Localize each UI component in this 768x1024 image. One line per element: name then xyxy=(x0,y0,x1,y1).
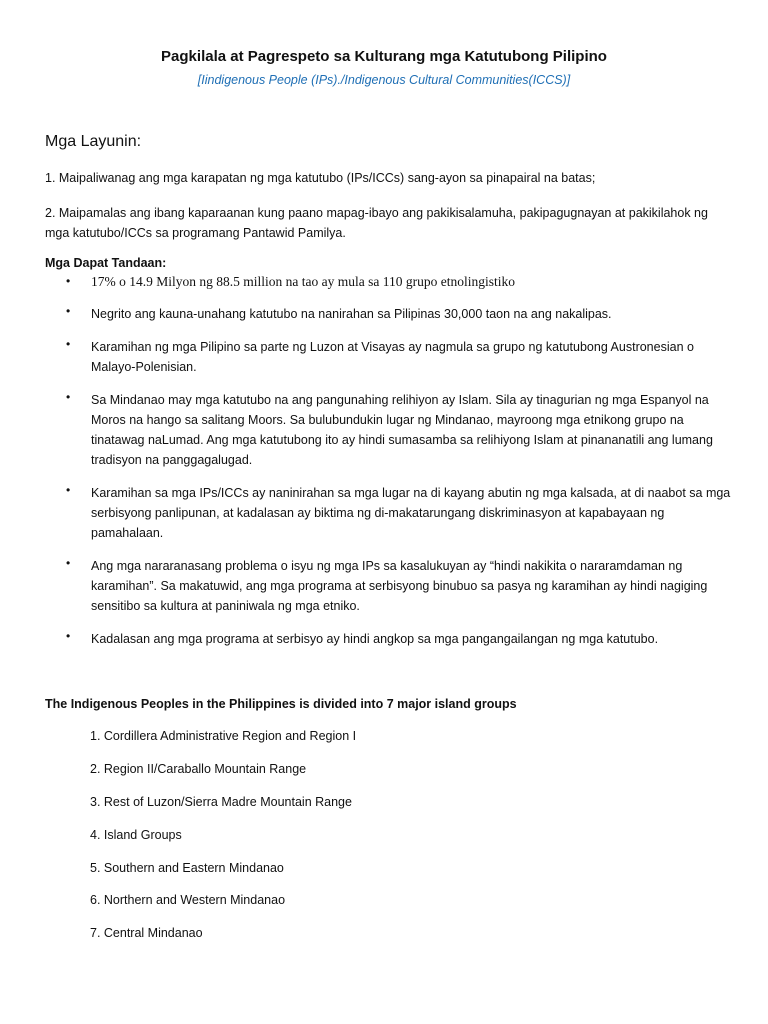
bullet-icon: • xyxy=(66,556,71,570)
bullet-icon: • xyxy=(66,337,71,351)
layunin-item-2: 2. Maipamalas ang ibang kaparaanan kung paano mapag-ibayo ang pakikisalamuha, pakipagugnayan at pakikilahok ng mga katutubo/ICCs sa programang Pantawid Pamilya. xyxy=(45,206,708,240)
island-group-item: 3. Rest of Luzon/Sierra Madre Mountain Range xyxy=(90,795,352,809)
document-title: Pagkilala at Pagrespeto sa Kulturang mga Katutubong Pilipino xyxy=(161,48,607,65)
bullet-icon: • xyxy=(66,274,71,288)
layunin-heading: Mga Layunin: xyxy=(45,133,142,150)
bullet-text: Ang mga nararanasang problema o isyu ng mga IPs sa kasalukuyan ay “hindi nakikita o nararamdaman ng karamihan”. Sa makatuwid, ang mga programa at serbisyong binubuo sa pasya ng karamihan ay hindi nagiging sensitibo sa kultura at paniniwala ng mga etniko. xyxy=(91,559,708,613)
dapat-tandaan-heading: Mga Dapat Tandaan: xyxy=(45,256,167,270)
island-group-item: 7. Central Mindanao xyxy=(90,926,203,940)
island-group-item: 2. Region II/Caraballo Mountain Range xyxy=(90,762,307,776)
island-group-item: 4. Island Groups xyxy=(90,828,182,842)
bullet-text: 17% o 14.9 Milyon ng 88.5 million na tao ay mula sa 110 grupo etnolingistiko xyxy=(91,274,515,289)
island-groups-heading: The Indigenous Peoples in the Philippines is divided into 7 major island groups xyxy=(45,697,517,711)
bullet-icon: • xyxy=(66,304,71,318)
document-subtitle: [Iindigenous People (IPs)./Indigenous Cultural Communities(ICCS)] xyxy=(197,73,571,87)
island-group-item: 1. Cordillera Administrative Region and Region I xyxy=(90,729,357,743)
bullet-icon: • xyxy=(66,483,71,497)
bullet-icon: • xyxy=(66,629,71,643)
bullet-text: Karamihan ng mga Pilipino sa parte ng Luzon at Visayas ay nagmula sa grupo ng katutubong Austronesian o Malayo-Polenisian. xyxy=(91,340,694,374)
bullet-text: Kadalasan ang mga programa at serbisyo ay hindi angkop sa mga pangangailangan ng mga katutubo. xyxy=(91,632,659,646)
island-group-item: 6. Northern and Western Mindanao xyxy=(90,893,286,907)
island-group-item: 5. Southern and Eastern Mindanao xyxy=(90,861,284,875)
bullet-text: Sa Mindanao may mga katutubo na ang pangunahing relihiyon ay Islam. Sila ay tinagurian ng mga Espanyol na Moros na hango sa salitang Moors. Sa bulubundukin lugar ng Mindanao, mayroong mga etnikong grupo na tinatawag naLumad. Ang mga katutubong ito ay hindi sumasamba sa relihiyong Islam at pinananatili ang lumang tradisyon na panggagalugad. xyxy=(91,393,713,467)
layunin-item-1: 1. Maipaliwanag ang mga karapatan ng mga katutubo (IPs/ICCs) sang-ayon sa pinapairal na batas; xyxy=(45,171,596,185)
bullet-text: Karamihan sa mga IPs/ICCs ay naninirahan sa mga lugar na di kayang abutin ng mga kalsada, at di naabot sa mga serbisyong panlipunan, at kadalasan ay biktima ng di-makatarungang diskriminasyon at kapabayaan ng pamahalaan. xyxy=(91,486,731,540)
bullet-icon: • xyxy=(66,390,71,404)
bullet-text: Negrito ang kauna-unahang katutubo na nanirahan sa Pilipinas 30,000 taon na ang nakalipas. xyxy=(91,307,612,321)
